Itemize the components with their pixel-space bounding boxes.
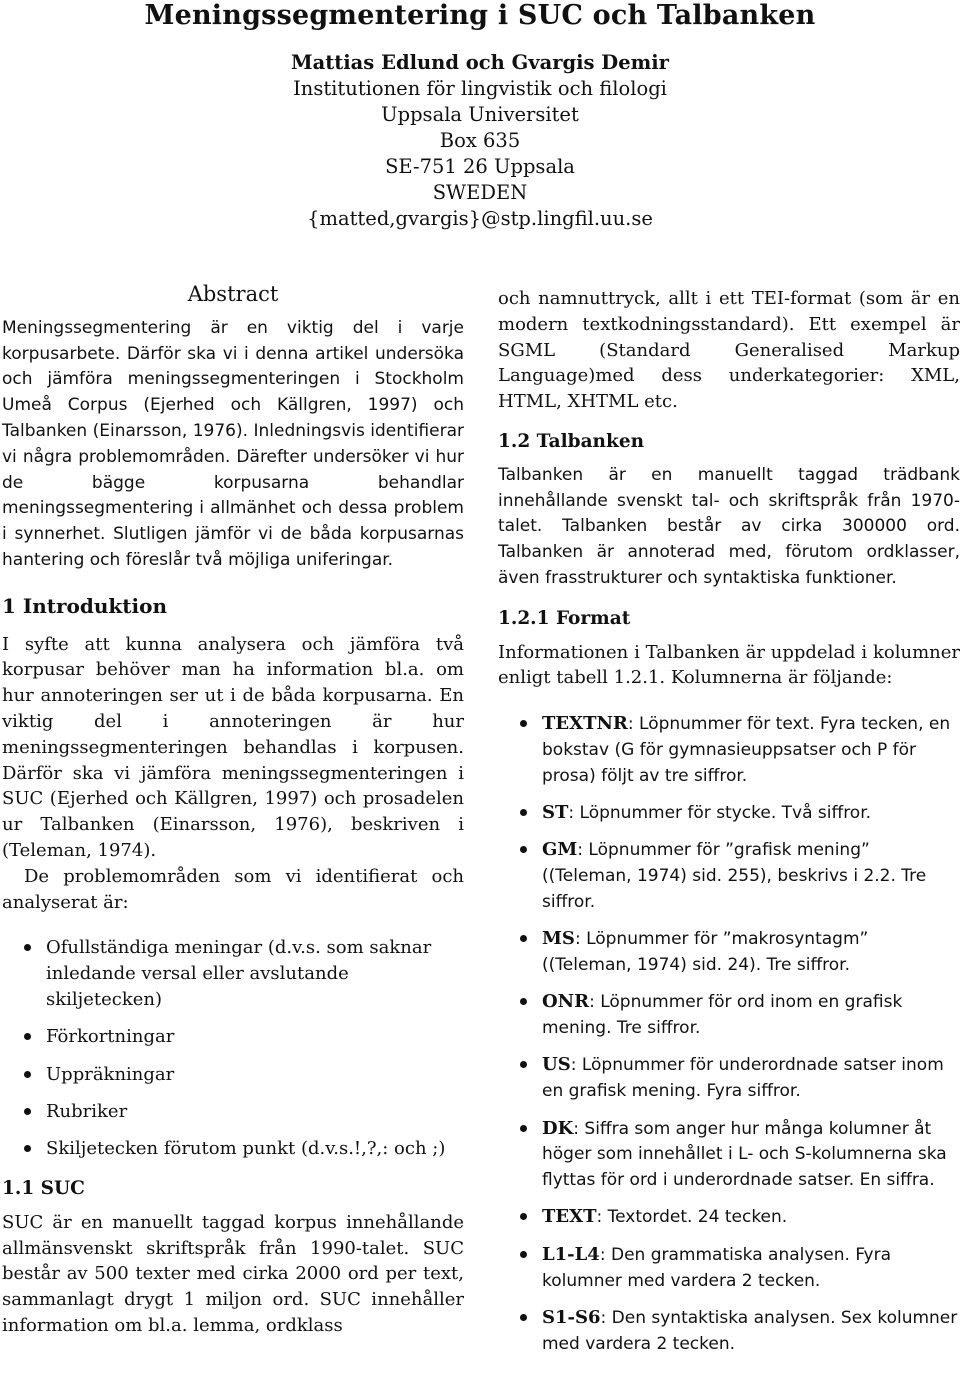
bullet-icon (520, 1251, 527, 1258)
right-column (498, 286, 960, 1368)
suc-paragraph: SUC är en manuellt taggad korpus innehållande allmänsvenskt skriftspråk från 1990-talet. SUC består av 500 texter med cirka 2000 ord per text, sammanlagt drygt 1 miljon ord. SUC innehåller information om bl.a. lemma, ordklass (2, 1211, 464, 1336)
bullet-icon (24, 1145, 31, 1152)
section-heading-suc: 1.1 SUC (2, 1177, 85, 1199)
section-heading-introduktion: 1 Introduktion (2, 593, 167, 618)
bullet-icon (520, 720, 527, 727)
bullet-icon (520, 1061, 527, 1068)
section-heading-format: 1.2.1 Format (498, 607, 631, 629)
talbanken-paragraph: Talbanken är en manuellt taggad trädbank innehållande svenskt tal- och skriftspråk från 1970-talet. Talbanken består av cirka 300000 ord. Talbanken är annoterad med, förutom ordklasser, även frasstrukturer och syntaktiska funktioner. (498, 464, 960, 588)
list-item: S1-S6: Den syntaktiska analysen. Sex kolumner med vardera 2 tecken. (498, 1305, 960, 1358)
postal-code: SE-751 26 Uppsala (385, 155, 575, 178)
email: {matted,gvargis}@stp.lingfil.uu.se (307, 207, 653, 230)
bullet-icon (520, 998, 527, 1005)
country: SWEDEN (432, 181, 528, 204)
list-item: Skiljetecken förutom punkt (d.v.s.!,?,: och ;) (2, 1136, 464, 1162)
affiliation: Institutionen för lingvistik och filologi (293, 77, 667, 100)
continued-paragraph: och namnuttryck, allt i ett TEI-format (som är en modern textkodningsstandard). Ett exempel är SGML (Standard Generalised Markup Language)med dess underkategorier: XML, HTML, XHTML etc. (498, 288, 960, 413)
list-item: Förkortningar (2, 1024, 464, 1050)
list-item: ST: Löpnummer för stycke. Två siffror. (498, 800, 960, 827)
bullet-icon (24, 1071, 31, 1078)
bullet-icon (520, 809, 527, 816)
paper-title: Meningssegmentering i SUC och Talbanken (144, 0, 816, 31)
list-item: Ofullständiga meningar (d.v.s. som saknar inledande versal eller avslutande skiljetecken) (2, 935, 464, 1012)
postal-box: Box 635 (439, 129, 521, 152)
university: Uppsala Universitet (381, 103, 579, 126)
list-item: ONR: Löpnummer för ord inom en grafisk mening. Tre siffror. (498, 989, 960, 1042)
bullet-icon (520, 1314, 527, 1321)
bullet-icon (520, 846, 527, 853)
bullet-icon (520, 1213, 527, 1220)
list-item: TEXTNR: Löpnummer för text. Fyra tecken, en bokstav (G för gymnasieuppsatser och P för prosa) följt av tre siffror. (498, 711, 960, 789)
section-heading-talbanken: 1.2 Talbanken (498, 430, 645, 452)
list-item: TEXT: Textordet. 24 tecken. (498, 1204, 960, 1231)
bullet-icon (24, 944, 31, 951)
bullet-icon (520, 1125, 527, 1132)
problem-list (2, 935, 464, 1162)
list-item: L1-L4: Den grammatiska analysen. Fyra kolumner med vardera 2 tecken. (498, 1242, 960, 1295)
bullet-icon (24, 1033, 31, 1040)
format-paragraph: Informationen i Talbanken är uppdelad i kolumner enligt tabell 1.2.1. Kolumnerna är följande: (498, 641, 960, 689)
abstract-text: Meningssegmentering är en viktig del i varje korpusarbete. Därför ska vi i denna artikel undersöka och jämföra meningssegmenteringen i Stockholm Umeå Corpus (Ejerhed och Källgren, 1997) och Talbanken (Einarsson, 1976). Inledningsvis identifierar vi några problemområden. Därefter undersöker vi hur de bägge korpusarna behandlar meningssegmentering i allmänhet och dessa problem i synnerhet. Slutligen jämför vi de båda korpusarnas hantering och föreslår två möjliga uniferingar. (2, 317, 464, 570)
bullet-icon (24, 1108, 31, 1115)
list-item: US: Löpnummer för underordnade satser inom en grafisk mening. Fyra siffror. (498, 1052, 960, 1105)
left-column (2, 280, 464, 1339)
list-item: Uppräkningar (2, 1062, 464, 1088)
author-names: Mattias Edlund och Gvargis Demir (291, 51, 669, 74)
list-item: Rubriker (2, 1099, 464, 1125)
intro-paragraph-1: I syfte att kunna analysera och jämföra två korpusar behöver man ha information bl.a. om hur annoteringen ser ut i de båda korpusarna. En viktig del i annoteringen är hur meningssegmenteringen behandlas i korpusen. Därför ska vi jämföra meningssegmenteringen i SUC (Ejerhed och Källgren, 1997) och prosadelen ur Talbanken (Einarsson, 1976), beskriven i (Teleman, 1974). (2, 633, 464, 861)
intro-paragraph-2: De problemområden som vi identifierat och analyserat är: (2, 865, 464, 913)
bullet-icon (520, 935, 527, 942)
list-item: MS: Löpnummer för ”makrosyntagm” ((Teleman, 1974) sid. 24). Tre siffror. (498, 926, 960, 979)
list-item: DK: Siffra som anger hur många kolumner åt höger som innehållet i L- och S-kolumnerna ska flyttas för ord i underordnade satser. En siffra. (498, 1116, 960, 1194)
author-block (0, 50, 960, 232)
list-item: GM: Löpnummer för ”grafisk mening” ((Teleman, 1974) sid. 255), beskrivs i 2.2. Tre siffror. (498, 837, 960, 915)
abstract-heading: Abstract (187, 282, 279, 306)
column-list (498, 711, 960, 1357)
